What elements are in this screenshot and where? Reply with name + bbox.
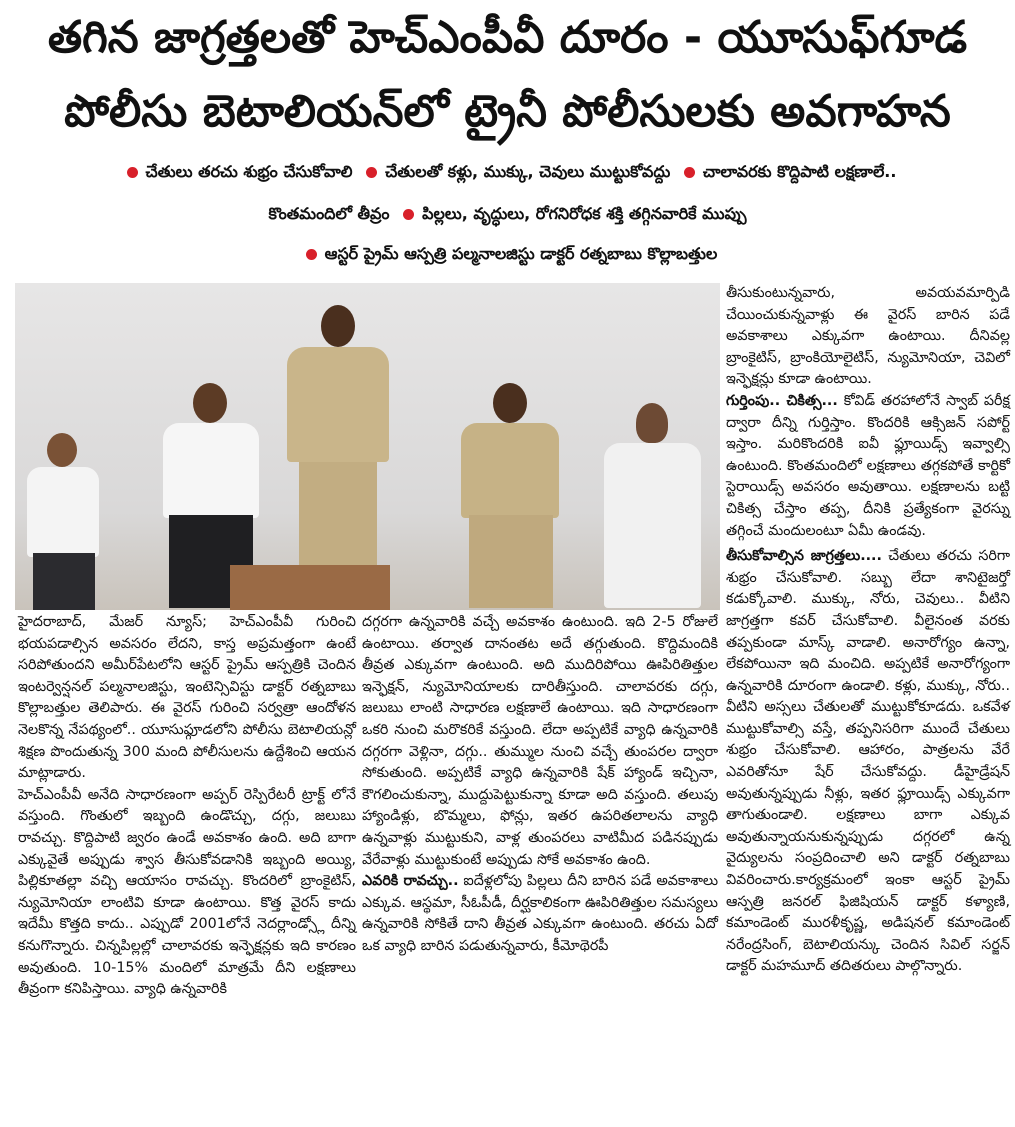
bullet-icon bbox=[306, 249, 317, 260]
paragraph bbox=[362, 871, 718, 957]
person-figure bbox=[600, 403, 705, 608]
person-figure bbox=[455, 383, 565, 608]
bullet-icon bbox=[403, 209, 414, 220]
headline-line-1: తగిన జాగ్రత్తలతో హెచ్‌ఎంపీవీ దూరం - యూసుఫ్‌గూడ bbox=[47, 12, 968, 63]
subheads-row-2 bbox=[0, 202, 1015, 226]
headline-line-2: పోలీసు బెటాలియన్‌లో ట్రైనీ పోలీసులకు అవగాహన bbox=[64, 86, 951, 137]
subhead: చేతులతో కళ్లు, ముక్కు, చెవులు ముట్టుకోవద్దు bbox=[385, 162, 671, 181]
paragraph bbox=[726, 391, 1010, 542]
paragraph: హైదరాబాద్, మేజర్ న్యూస్; హెచ్‌ఎంపీవీ గురించి భయపడాల్సిన అవసరం లేదని, కాస్త అప్రమత్తంగా ఉంటే సరిపోతుందని అమీర్‌పేటలోని ఆస్టర్ ప్రైమ్ ఆస్పత్రికి చెందిన ఇంటర్వెన్షనల్ పల్మనాలజిస్టు, ఇంటెన్సివిస్టు డాక్టర్ రత్నబాబు కొల్లాబత్తుల తెలిపారు. ఈ వైరస్ గురించి సర్వత్రా ఆందోళన నెలకొన్న నేపథ్యంలో.. యూసుఫ్గూడలోని పోలీసు బెటాలియన్లో శిక్షణ పొందుతున్న 300 మంది పోలీసులను ఉద్దేశించి ఆయన మాట్లాడారు. bbox=[18, 614, 356, 782]
article-column-2 bbox=[362, 612, 718, 958]
paragraph-text: చేతులు తరచు సరిగా శుభ్రం చేసుకోవాలి. సబ్బు లేదా శానిటైజర్తో కడుక్కోవాలి. ముక్కు, నోరు, చెవులు.. వీటిని జాగ్రత్తగా కవర్ చేసుకోవాలి. వీలైనంత వరకు తప్పకుండా మాస్క్ వాడాలి. అనారోగ్యం ఉన్నా, లేకపోయినా ఇది మంచిది. అప్పటికే అనారోగ్యంగా ఉన్నవారికి దూరంగా ఉండాలి. కళ్లు, ముక్కు, నోరు.. వీటిని అస్సలు చేతులతో ముట్టుకోకూడదు. ఒకవేళ ముట్టుకోవాల్సి వస్తే, తప్పనిసరిగా ముందే చేతులు శుభ్రం చేసుకోవాలి. ఆహారం, పాత్రలను వేరే ఎవరితోనూ షేర్ చేసుకోవద్దు. డీహైడ్రేషన్ అవుతున్నప్పుడు నీళ్లు, ఇతర ఫ్లూయిడ్స్ ఎక్కువగా తాగుతుండాలి. లక్షణాలు బాగా ఎక్కువ అవుతున్నాయనుకున్నప్పుడు దగ్గరలో ఉన్న వైద్యులను సంప్రదించాలి అని డాక్టర్ రత్నబాబు వివరించారు.కార్యక్రమంలో ఇంకా ఆస్టర్ ప్రైమ్ ఆస్పత్రి జనరల్ ఫిజిషియన్ డాక్టర్ కళ్యాణి, కమాండెంట్ మురళీకృష్ణ, అడిషనల్ కమాండెంట్ నరేంద్రసింగ్, బెటాలియన్కు చెందిన సివిల్ సర్జన్ డాక్టర్ మహమూద్ తదితరులు పాల్గొన్నారు. bbox=[726, 548, 1010, 975]
subhead: కొంతమందిలో తీవ్రం bbox=[268, 204, 390, 223]
person-figure bbox=[23, 433, 103, 610]
subhead: పిల్లలు, వృద్ధులు, రోగనిరోధక శక్తి తగ్గినవారికే ముప్పు bbox=[422, 204, 747, 223]
paragraph: తీసుకుంటున్నవారు, అవయవమార్పిడి చేయించుకున్నవాళ్లు ఈ వైరస్ బారిన పడే అవకాశాలు ఎక్కువగా ఉంటాయి. దీనివల్ల బ్రాంకైటిస్, బ్రాంకియోలైటిస్, న్యుమోనియా, చెవిలో ఇన్ఫెక్షన్లు కూడా ఉంటాయి. bbox=[726, 285, 1010, 388]
section-heading: ఎవరికి రావచ్చు.. bbox=[362, 873, 459, 890]
table bbox=[230, 565, 390, 610]
article-column-1 bbox=[18, 612, 356, 1001]
subhead: చేతులు తరచు శుభ్రం చేసుకోవాలి bbox=[145, 162, 353, 181]
subheads-row-3 bbox=[0, 242, 1015, 266]
event-photo bbox=[15, 283, 720, 610]
subheads-row-1 bbox=[0, 160, 1015, 184]
paragraph bbox=[726, 546, 1010, 978]
section-heading: తీసుకోవాల్సిన జాగ్రత్తలు.... bbox=[726, 548, 882, 565]
paragraph-text: ఐదేళ్లలోపు పిల్లలు దీని బారిన పడే అవకాశాలు ఎక్కువ. ఆస్థమా, సీఓపీడీ, దీర్ఘకాలికంగా ఊపిరితిత్తుల సమస్యలు ఉన్నవారికి సోకితే దాని తీవ్రత ఎక్కువగా ఉంటుంది. తరచు ఏదో ఒక వ్యాధి బారిన పడుతున్నవారు, కీమోథెరపీ bbox=[362, 873, 719, 954]
bullet-icon bbox=[366, 167, 377, 178]
section-heading: గుర్తింపు.. చికిత్స... bbox=[726, 392, 838, 409]
subhead: ఆస్టర్ ప్రైమ్ ఆస్పత్రి పల్మనాలజిస్టు డాక్టర్ రత్నబాబు కొల్లాబత్తుల bbox=[324, 244, 718, 263]
subhead: చాలావరకు కొద్దిపాటి లక్షణాలే.. bbox=[702, 162, 897, 181]
paragraph-text: కోవిడ్ తరహాలోనే స్వాబ్ పరీక్ష ద్వారా దీన్ని గుర్తిస్తాం. కొందరికి ఆక్సిజన్ సపోర్ట్ ఇస్తాం. మరికొందరికి ఐవీ ఫ్లూయిడ్స్ ఇవ్వాల్సి ఉంటుంది. కొంతమందిలో లక్షణాలు తగ్గకపోతే కార్టికో స్టెరాయిడ్స్ అవసరం అవుతాయి. లక్షణాలను బట్టి చికిత్స చేస్తాం తప్ప, దీనికి ప్రత్యేకంగా వైరస్ను తగ్గించే మందులంటూ ఏమీ ఉండవు. bbox=[726, 392, 1011, 539]
article-column-3 bbox=[726, 283, 1010, 978]
paragraph: దగ్గరగా ఉన్నవారికి వచ్చే అవకాశం ఉంటుంది. ఇది 2-5 రోజులే ఉంటాయి. తర్వాత దానంతట అదే తగ్గుతుంది. కొద్దిమందికి తీవ్రత ఎక్కువగా ఉంటుంది. అది ముదిరిపోయి ఊపిరితిత్తుల ఇన్ఫెక్షన్, న్యుమోనియాలకు దారితీస్తుంది. చాలావరకు దగ్గు, జలుబు లాంటి సాధారణ లక్షణాలే ఉంటాయి. ఇది సాధారణంగా ఒకరి నుంచి మరొకరికే వస్తుంది. లేదా అప్పటికే వ్యాధి ఉన్నవారికి దగ్గరగా వెళ్లినా, దగ్గు.. తుమ్ముల నుంచి వచ్చే తుంపరల ద్వారా సోకుతుంది. అప్పటికే వ్యాధి ఉన్నవారికి షేక్ హ్యాండ్ ఇచ్చినా, కౌగలించుకున్నా, ముద్దుపెట్టుకున్నా కూడా అది వస్తుంది. తలుపు హ్యాండిళ్లు, బొమ్మలు, ఫోన్లు, ఇతర ఉపరితలాలను వ్యాధి ఉన్నవాళ్లు ముట్టుకుని, వాళ్ల తుంపరలు వాటిమీద పడినప్పుడు వేరేవాళ్లు ముట్టుకుంటే అప్పుడు సోకే అవకాశం ఉంది. bbox=[362, 614, 718, 868]
bullet-icon bbox=[127, 167, 138, 178]
bullet-icon bbox=[684, 167, 695, 178]
person-figure bbox=[283, 305, 393, 590]
paragraph: హెచ్‌ఎంపీవీ అనేది సాధారణంగా అప్పర్ రెస్పిరేటరీ ట్రాక్ట్ లోనే వస్తుంది. గొంతులో ఇబ్బంది ఉండొచ్చు, దగ్గు, జలుబు రావచ్చు. కొద్దిపాటి జ్వరం ఉండే అవకాశం ఉంది. అది బాగా ఎక్కువైతే అప్పుడు శ్వాస తీసుకోవడానికి ఇబ్బంది అయ్యి, పిల్లికూతల్లా వచ్చి ఆయాసం రావచ్చు. కొందరిలో బ్రాంకైటిస్, న్యుమోనియా లాంటివి కూడా ఉంటాయి. కొత్త వైరస్ కాదు ఇదేమీ కొత్తది కాదు.. ఎప్పుడో 2001లోనే నెదర్లాండ్స్లో దీన్ని కనుగొన్నారు. చిన్నపిల్లల్లో చాలావరకు ఇన్ఫెక్షన్లకు ఇది కారణం అవుతుంది. 10-15% మందిలో మాత్రమే దీని లక్షణాలు తీవ్రంగా కనిపిస్తాయి. వ్యాధి ఉన్నవారికి bbox=[18, 786, 356, 998]
